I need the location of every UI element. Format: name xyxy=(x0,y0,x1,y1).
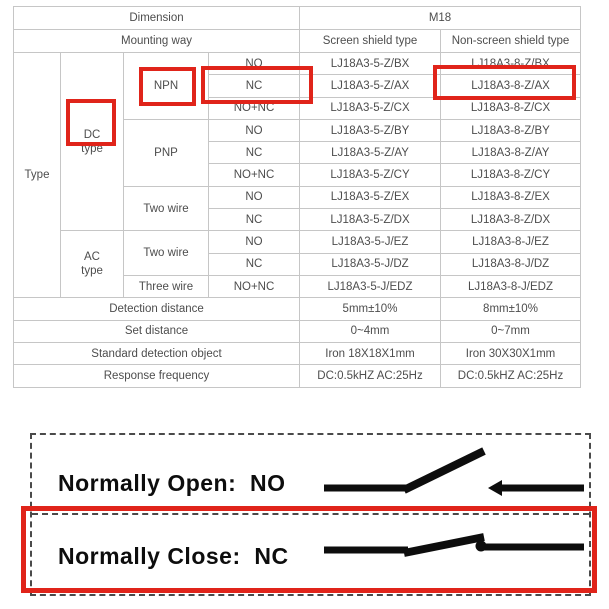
cell-wiring-pnp: PNP xyxy=(124,119,209,186)
spec-nonscreen-value: 8mm±10% xyxy=(441,298,581,320)
cell-screen-code: LJ18A3-5-Z/BX xyxy=(300,53,441,75)
spec-label: Set distance xyxy=(14,320,300,342)
spec-nonscreen-value: Iron 30X30X1mm xyxy=(441,343,581,365)
spec-screen-value: Iron 18X18X1mm xyxy=(300,343,441,365)
header-m18: M18 xyxy=(300,7,581,30)
cell-screen-code: LJ18A3-5-Z/BY xyxy=(300,119,441,141)
cell-mode: NO+NC xyxy=(209,275,300,297)
cell-screen-code: LJ18A3-5-Z/CX xyxy=(300,97,441,119)
cell-nonscreen-code[interactable]: LJ18A3-8-Z/BY xyxy=(441,119,581,141)
cell-mode: NC xyxy=(209,253,300,275)
table-row xyxy=(14,30,581,53)
cell-screen-code: LJ18A3-5-Z/AX xyxy=(300,75,441,97)
cell-mode: NO xyxy=(209,53,300,75)
cell-wiring-npn: NPN xyxy=(124,53,209,120)
cell-nonscreen-code: LJ18A3-8-Z/DX xyxy=(441,209,581,231)
cell-mode: NO xyxy=(209,186,300,208)
normally-close-switch-icon xyxy=(318,529,588,564)
table-row xyxy=(14,7,581,30)
cell-ac-type xyxy=(61,231,124,298)
spec-label: Response frequency xyxy=(14,365,300,387)
spec-screen-value: 0~4mm xyxy=(300,320,441,342)
cell-screen-code: LJ18A3-5-J/EZ xyxy=(300,231,441,253)
header-dimension: Dimension xyxy=(14,7,300,30)
spec-nonscreen-value: DC:0.5kHZ AC:25Hz xyxy=(441,365,581,387)
ac-line1: AC xyxy=(84,251,100,264)
switch-legend xyxy=(30,433,591,596)
spec-table xyxy=(13,6,581,388)
spec-screen-value: DC:0.5kHZ AC:25Hz xyxy=(300,365,441,387)
normally-open-label: Normally Open: NO xyxy=(58,470,286,496)
spec-nonscreen-value: 0~7mm xyxy=(441,320,581,342)
spec-label: Standard detection object xyxy=(14,343,300,365)
cell-dc-type xyxy=(61,53,124,231)
cell-mode: NO+NC xyxy=(209,97,300,119)
spec-label: Detection distance xyxy=(14,298,300,320)
cell-nonscreen-code[interactable]: LJ18A3-8-Z/BX xyxy=(441,53,581,75)
cell-mode: NC xyxy=(209,209,300,231)
table-row xyxy=(14,365,581,387)
cell-wiring-three-wire: Three wire xyxy=(124,275,209,297)
table-row xyxy=(14,320,581,342)
cell-type: Type xyxy=(14,53,61,298)
table-row xyxy=(14,298,581,320)
dc-line1: DC xyxy=(83,128,101,141)
cell-mode: NC xyxy=(209,142,300,164)
cell-nonscreen-code: LJ18A3-8-Z/EX xyxy=(441,186,581,208)
cell-screen-code: LJ18A3-5-Z/DX xyxy=(300,209,441,231)
table-row xyxy=(14,343,581,365)
cell-screen-code: LJ18A3-5-Z/EX xyxy=(300,186,441,208)
cell-nonscreen-code[interactable]: LJ18A3-8-Z/CX xyxy=(441,97,581,119)
header-screen-shield: Screen shield type xyxy=(300,30,441,53)
cell-nonscreen-code[interactable]: LJ18A3-8-Z/AX xyxy=(441,75,581,97)
normally-open-switch-icon xyxy=(318,443,588,503)
legend-divider xyxy=(32,513,589,515)
cell-screen-code: LJ18A3-5-J/DZ xyxy=(300,253,441,275)
cell-nonscreen-code[interactable]: LJ18A3-8-Z/CY xyxy=(441,164,581,186)
cell-screen-code: LJ18A3-5-J/EDZ xyxy=(300,275,441,297)
header-mounting-way: Mounting way xyxy=(14,30,300,53)
cell-nonscreen-code: LJ18A3-8-J/EDZ xyxy=(441,275,581,297)
cell-mode: NC xyxy=(209,75,300,97)
cell-nonscreen-code: LJ18A3-8-J/EZ xyxy=(441,231,581,253)
cell-mode: NO+NC xyxy=(209,164,300,186)
cell-nonscreen-code: LJ18A3-8-J/DZ xyxy=(441,253,581,275)
cell-wiring-two-wire-dc: Two wire xyxy=(124,186,209,231)
cell-screen-code: LJ18A3-5-Z/CY xyxy=(300,164,441,186)
dc-line2: type xyxy=(81,142,103,155)
normally-close-label: Normally Close: NC xyxy=(58,543,289,569)
cell-nonscreen-code[interactable]: LJ18A3-8-Z/AY xyxy=(441,142,581,164)
cell-screen-code: LJ18A3-5-Z/AY xyxy=(300,142,441,164)
cell-mode: NO xyxy=(209,119,300,141)
table-row xyxy=(14,53,581,75)
table-row xyxy=(14,231,581,253)
cell-mode: NO xyxy=(209,231,300,253)
cell-wiring-two-wire-ac: Two wire xyxy=(124,231,209,276)
ac-line2: type xyxy=(81,265,103,278)
spec-screen-value: 5mm±10% xyxy=(300,298,441,320)
header-non-screen-shield: Non-screen shield type xyxy=(441,30,581,53)
